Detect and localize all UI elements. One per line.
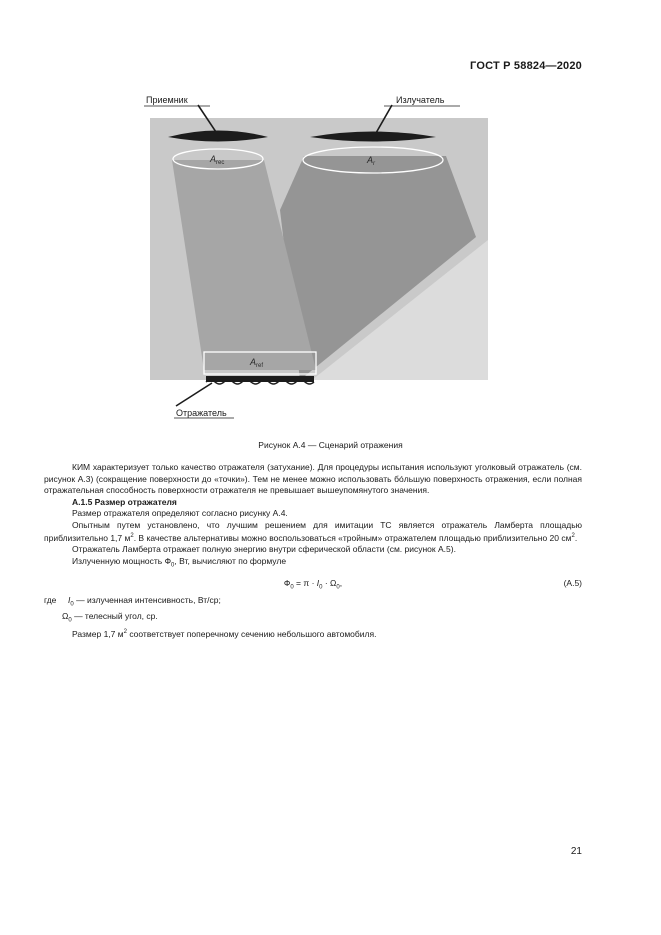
formula-number: (А.5) — [563, 578, 582, 589]
paragraph-size: Размер отражателя определяют согласно рисунку А.4. — [72, 508, 288, 518]
figure-caption: Рисунок А.4 — Сценарий отражения — [258, 440, 403, 450]
where-intensity: где $I_0$ — излученная интенсивность, Вт/ср; — [44, 595, 221, 608]
where-solid-angle: $\Omega_0$ — телесный угол, ср. — [62, 611, 158, 624]
paragraph-power: Излученную мощность $Ф_0$, Вт, вычисляют по формуле — [72, 555, 287, 569]
reflector-label: Отражатель — [176, 408, 227, 418]
a-r-label: $A_r$ — [367, 155, 376, 167]
reflection-diagram — [140, 90, 500, 430]
paragraph-kim: КИМ характеризует только качество отражателя (затухание). Для процедуры испытания используют уголковый отражатель (см. рисунок А.3) (сокращение поверхности до «точки»). Тем не менее можно использовать бóльшую поверхность отражения, если полная отражательная способность поверхности отражателя не превышает вышеупомянутого значения. — [44, 462, 582, 495]
paragraph-sphere: Отражатель Ламберта отражает полную энергию внутри сферической области (см. рисунок А.5). — [72, 544, 456, 555]
a-rec-label: $A_{rec}$ — [210, 154, 225, 166]
section-heading: А.1.5 Размер отражателя — [72, 496, 177, 507]
standard-number: ГОСТ Р 58824—2020 — [470, 60, 582, 72]
receiver-label: Приемник — [146, 95, 188, 105]
paragraph-lambert: Опытным путем установлено, что лучшим решением для имитации ТС является отражатель Ламберта площадью приблизительно 1,7 $м^2$. В качестве альтернативы можно воспользоваться «тройным» отражателем площадью приблизительно 20 $см^2$. — [44, 519, 582, 543]
reflector-leader — [176, 383, 212, 406]
emitter-label: Излучатель — [396, 95, 445, 105]
page-number: 21 — [570, 846, 582, 857]
a-ref-label: $A_{ref}$ — [250, 357, 264, 369]
paragraph-car: Размер 1,7 $м^2$ соответствует поперечному сечению небольшого автомобиля. — [72, 629, 377, 640]
reflection-scenario-figure — [140, 90, 500, 430]
formula-row — [44, 576, 582, 592]
body-text — [44, 462, 582, 641]
formula: $Ф_0 = \pi \cdot I_0 \cdot \Omega_0$, — [283, 578, 343, 591]
